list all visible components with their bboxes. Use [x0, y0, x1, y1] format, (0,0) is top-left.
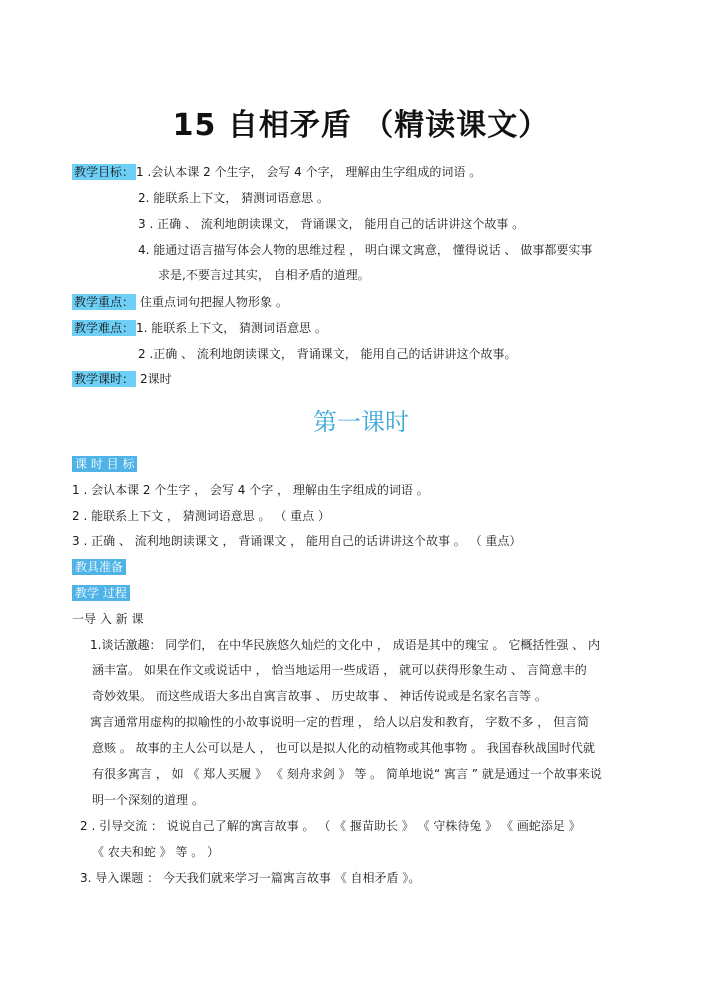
lesson-goal-3: 3 . 正确 、 流利地朗读课文 ， 背诵课文 ， 能用自己的话讲讲这个故事 。 （ 重点） [72, 534, 522, 548]
goals-row-1 [72, 164, 481, 180]
lesson-goal-1: 1 . 会认本课 2 个生字 ， 会写 4 个字 ， 理解由生字组成的词语 。 [72, 483, 429, 497]
goals-item-3: 3 . 正确 、 流利地朗读课文， 背诵课文， 能用自己的话讲讲这个故事 。 [138, 217, 525, 231]
section-one-line-8: 2 . 引导交流 ： 说说自己了解的寓言故事 。 （ 《 揠苗助长 》 《 守株待兔 》 《 画蛇添足 》 [80, 819, 581, 833]
section-one-heading: 一导 入 新 课 [72, 612, 144, 626]
section-one-line-4: 寓言通常用虚构的拟喻性的小故事说明一定的哲理 ， 给人以启发和教育， 字数不多 ， 但言简 [90, 715, 590, 729]
goals-label: 教学目标： [74, 165, 135, 179]
section-one-line-1: 1.谈话激趣： 同学们， 在中华民族悠久灿烂的文化中 ， 成语是其中的瑰宝 。 它概括性强 、 内 [90, 638, 600, 652]
process-header [72, 585, 130, 601]
goals-item-4: 4. 能通过语言描写体会人物的思维过程 ， 明白课文寓意， 懂得说话 、 做事都要实事 [138, 243, 593, 257]
difficulty-item-1: 1. 能联系上下文， 猜测词语意思 。 [136, 321, 327, 335]
hours-text: 2课时 [140, 372, 172, 386]
section-one-line-9: 《 农夫和蛇 》 等 。 ） [92, 845, 220, 859]
difficulty-label: 教学难点： [74, 321, 135, 335]
goals-item-4-cont: 求是,不要言过其实， 自相矛盾的道理。 [158, 268, 370, 282]
section-one-line-3: 奇妙效果。 而这些成语大多出自寓言故事 、 历史故事 、 神话传说或是名家名言等 。 [92, 689, 547, 703]
section-one-line-10: 3. 导入课题 ： 今天我们就来学习一篇寓言故事 《 自相矛盾 》。 [80, 871, 421, 885]
goals-item-1: 1 .会认本课 2 个生字， 会写 4 个字， 理解由生字组成的词语 。 [136, 165, 482, 179]
hours-label: 教学课时： [74, 372, 135, 386]
key-point-label: 教学重点： [74, 295, 135, 309]
lesson-goal-2: 2 . 能联系上下文 ， 猜测词语意思 。 （ 重点 ） [72, 509, 330, 523]
prep-label: 教具准备 [72, 559, 126, 575]
lesson-goals-header [72, 456, 137, 472]
key-point-row [72, 294, 288, 310]
goals-item-2: 2. 能联系上下文， 猜测词语意思 。 [138, 191, 329, 205]
document-title: 15 自相矛盾 （精读课文） [172, 108, 550, 143]
lesson-heading: 第一课时 [313, 408, 409, 436]
section-one-line-2: 涵丰富。 如果在作文或说话中 ， 恰当地运用一些成语 ， 就可以获得形象生动 、 言简意丰的 [92, 663, 587, 677]
section-one-line-5: 意赅 。 故事的主人公可以是人 ， 也可以是拟人化的动植物或其他事物 。 我国春秋战国时代就 [92, 741, 595, 755]
difficulty-row-1 [72, 320, 327, 336]
process-label: 教学 过程 [72, 585, 130, 601]
lesson-goals-label: 课 时 目 标 [72, 456, 137, 472]
key-point-text: 住重点词句把握人物形象 。 [140, 295, 288, 309]
hours-row [72, 371, 172, 387]
prep-header [72, 559, 126, 575]
section-one-line-7: 明一个深刻的道理 。 [92, 793, 204, 807]
difficulty-item-2: 2 .正确 、 流利地朗读课文， 背诵课文， 能用自己的话讲讲这个故事。 [138, 347, 517, 361]
section-one-line-6: 有很多寓言 ， 如 《 郑人买履 》 《 刻舟求剑 》 等 。 简单地说“ 寓言 ” 就是通过一个故事来说 [92, 767, 602, 781]
